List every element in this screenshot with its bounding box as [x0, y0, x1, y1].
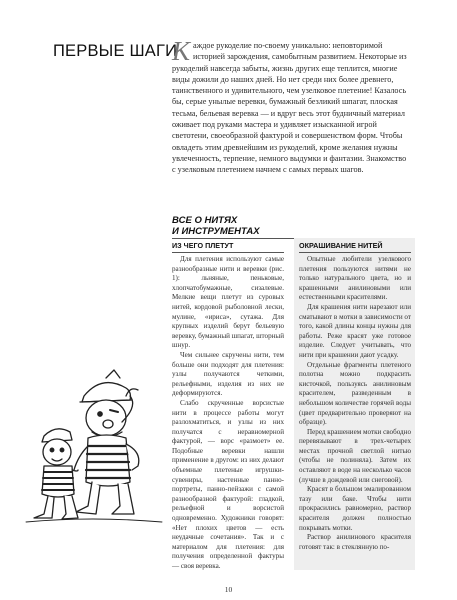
page-number: 10: [224, 585, 233, 594]
drop-cap: К: [172, 36, 190, 66]
left-column: [172, 241, 284, 572]
pirates-illustration: [22, 366, 170, 526]
left-paragraph: Для плетения используют самые разнообразные нити и веревки (рис. 1): льняные, пеньковые, хлопчатобумажные, сизалевые. Мелкие вещи плетут из суровых нитей, кордовой рыболовной лески, мулине, «ириса», сутажа. Для крупных изделий берут бельевую веревку, бумажный шпагат, шторный шнур.: [172, 255, 284, 350]
right-paragraph: Для крашения нити нарезают или сматывают в мотки в зависимости от того, какой длины концы нужны для работы. Реже красят уже готовое изделие. Следует учитывать, что нити при крашении дают усадку.: [299, 302, 411, 359]
intro-paragraph: [172, 36, 410, 176]
left-paragraph: Слабо скрученные ворсистые нити в процессе работы могут разлохматиться, и узлы из них получатся с неравномерной фактурой, — ворс «размоет» ее. Подобные веревки нашли применение в другом: из них делают объемные плетеные игрушки-сувениры, настенные панно-портреты, панно-пейзажи с самой разнообразной фактурой: гладкой, рельефной и ворсистой одновременно. Художники говорят: «Нет плохих цветов — есть неудачные сочетания». Так и с материалом для плетения: для получения определенной фактуры — своя веревка.: [172, 398, 284, 570]
right-paragraph: Перед крашением мотки свободно перевязывают в трех-четырех местах прочной светлой нитью (чтобы не полиняла). Затем их оставляют в воде на несколько часов (лучше в дождевой или снеговой).: [299, 427, 411, 484]
right-paragraph: Опытные любители узелкового плетения пользуются нитями не только натурального цвета, но и крашенными анилиновыми или естественными красителями.: [299, 255, 411, 302]
section-title-line2: И ИНСТРУМЕНТАХ: [172, 226, 260, 237]
chapter-title: ПЕРВЫЕ ШАГИ: [53, 42, 178, 60]
right-paragraph: Отдельные фрагменты плетеного полотна можно подкрасить кисточкой, пользуясь анилиновым красителем, разведенным в небольшом количестве горячей воды (цвет предварительно проверяют на образце).: [299, 360, 411, 427]
right-column: [299, 241, 411, 552]
section-title: [172, 215, 332, 237]
left-paragraph: Чем сильнее скручены нити, тем больше они подходят для плетения: узлы получаются четкими, рельефными, изделия из них не деформируются.: [172, 350, 284, 398]
right-column-heading: ОКРАШИВАНИЕ НИТЕЙ: [299, 241, 411, 253]
section-title-line1: ВСЕ О НИТЯХ: [172, 215, 238, 226]
intro-text: аждое рукоделие по-своему уникально: неповторимой историей зарождения, самобытным развитием. Некоторые из рукоделий навсегда забыты, жизнь других еще теплится, многие виды дожили до наших дней. Но нет среди них более древнего, таинственного и удивительного, чем узелковое плетение! Казалось бы, серые унылые веревки, бумажный безликий шпагат, плоская тесьма, бельевая веревка — и вдруг весь этот будничный материал оживает под руками мастера и удивляет изысканной игрой светотени, своеобразной фактурой и совершенством форм. Чтобы овладеть этим древнейшим из рукоделий, кроме желания нужны увлеченность, терпение, немного выдумки и фантазии. Знакомство с узелковым плетением начнем с самых первых шагов.: [172, 41, 407, 175]
right-paragraph: Раствор анилинового красителя готовят так: в стеклянную по-: [299, 533, 411, 551]
right-paragraph: Красят в большом эмалированном тазу или баке. Чтобы нити прокрасились равномерно, раствор красителя должен полностью покрывать мотки.: [299, 485, 411, 532]
left-column-heading: ИЗ ЧЕГО ПЛЕТУТ: [172, 241, 284, 253]
